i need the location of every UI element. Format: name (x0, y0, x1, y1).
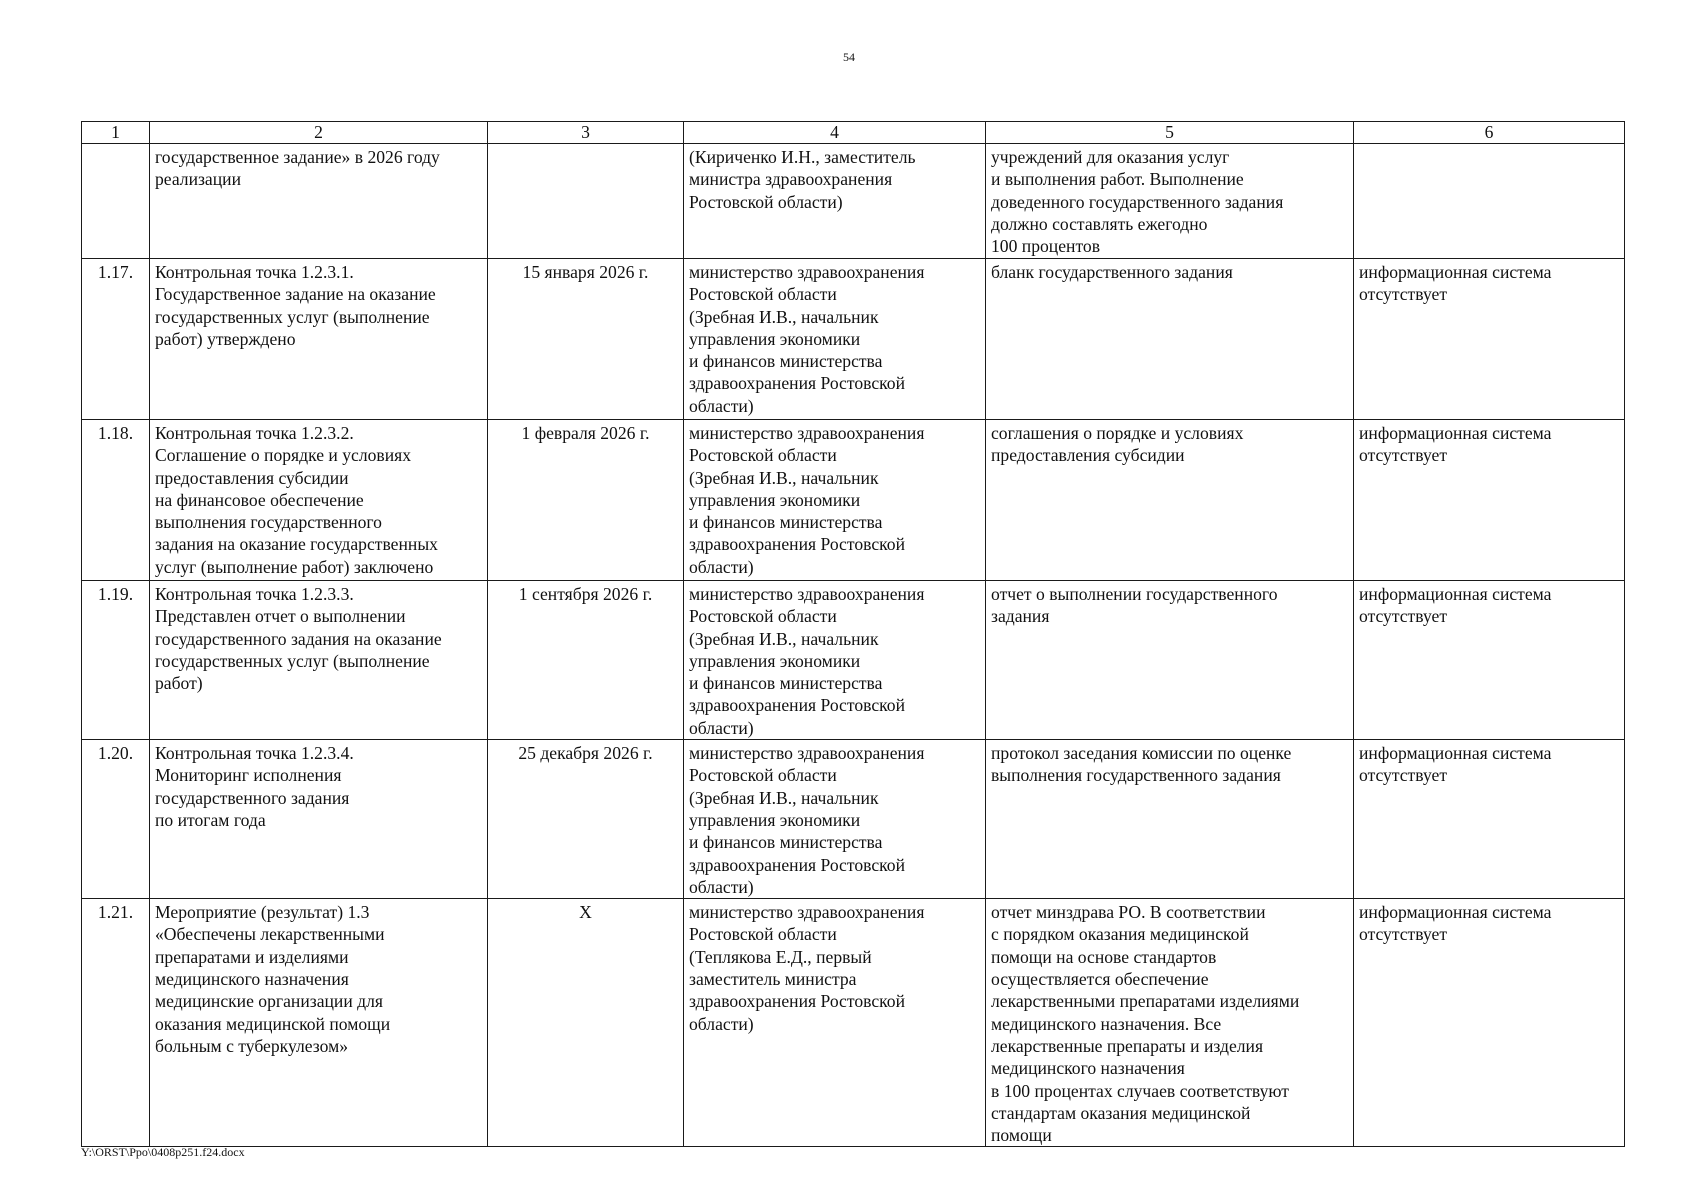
measure-name: Контрольная точка 1.2.3.2. Соглашение о порядке и условиях предоставления субсидии на финансовое обеспечение выполнения государственного задания на оказание государственных услуг (выполнение работ) заключено (150, 420, 488, 581)
confirming-document: соглашения о порядке и условиях предоставления субсидии (986, 420, 1354, 581)
header-col-6: 6 (1354, 122, 1625, 144)
header-col-2: 2 (150, 122, 488, 144)
table-row (82, 420, 1625, 581)
row-number: 1.20. (82, 740, 150, 899)
page-number: 54 (843, 50, 855, 64)
information-system (1354, 144, 1625, 259)
information-system: информационная система отсутствует (1354, 581, 1625, 740)
responsible: министерство здравоохранения Ростовской области (Зребная И.В., начальник управления экономики и финансов министерства здравоохранения Ростовской области) (684, 420, 986, 581)
responsible: министерство здравоохранения Ростовской области (Зребная И.В., начальник управления экономики и финансов министерства здравоохранения Ростовской области) (684, 581, 986, 740)
measure-name: государственное задание» в 2026 году реализации (150, 144, 488, 259)
table-row (82, 581, 1625, 740)
header-col-3: 3 (488, 122, 684, 144)
information-system: информационная система отсутствует (1354, 899, 1625, 1147)
deadline: 15 января 2026 г. (488, 259, 684, 420)
row-number: 1.18. (82, 420, 150, 581)
header-col-5: 5 (986, 122, 1354, 144)
confirming-document: бланк государственного задания (986, 259, 1354, 420)
table-row (82, 259, 1625, 420)
confirming-document: отчет минздрава РО. В соответствии с порядком оказания медицинской помощи на основе стандартов осуществляется обеспечение лекарственными препаратами изделиями медицинского назначения. Все лекарственные препараты и изделия медицинского назначения в 100 процентах случаев соответствуют стандартам оказания медицинской помощи (986, 899, 1354, 1147)
measure-name: Контрольная точка 1.2.3.4. Мониторинг исполнения государственного задания по итогам года (150, 740, 488, 899)
confirming-document: отчет о выполнении государственного задания (986, 581, 1354, 740)
row-number: 1.17. (82, 259, 150, 420)
table-row (82, 144, 1625, 259)
confirming-document: протокол заседания комиссии по оценке выполнения государственного задания (986, 740, 1354, 899)
deadline: 1 сентября 2026 г. (488, 581, 684, 740)
table-row (82, 740, 1625, 899)
information-system: информационная система отсутствует (1354, 420, 1625, 581)
measure-name: Мероприятие (результат) 1.3 «Обеспечены лекарственными препаратами и изделиями медицинского назначения медицинские организации для оказания медицинской помощи больным с туберкулезом» (150, 899, 488, 1147)
measures-table (81, 121, 1625, 1147)
responsible: министерство здравоохранения Ростовской области (Теплякова Е.Д., первый заместитель министра здравоохранения Ростовской области) (684, 899, 986, 1147)
file-path-footer: Y:\ORST\Ppo\0408p251.f24.docx (81, 1145, 245, 1159)
row-number (82, 144, 150, 259)
header-col-1: 1 (82, 122, 150, 144)
row-number: 1.21. (82, 899, 150, 1147)
information-system: информационная система отсутствует (1354, 259, 1625, 420)
responsible: (Кириченко И.Н., заместитель министра здравоохранения Ростовской области) (684, 144, 986, 259)
confirming-document: учреждений для оказания услуг и выполнения работ. Выполнение доведенного государственного задания должно составлять ежегодно 100 процентов (986, 144, 1354, 259)
table-row (82, 899, 1625, 1147)
measure-name: Контрольная точка 1.2.3.1. Государственное задание на оказание государственных услуг (выполнение работ) утверждено (150, 259, 488, 420)
measures-table-container (81, 121, 1624, 1147)
information-system: информационная система отсутствует (1354, 740, 1625, 899)
row-number: 1.19. (82, 581, 150, 740)
header-col-4: 4 (684, 122, 986, 144)
deadline: 1 февраля 2026 г. (488, 420, 684, 581)
deadline: Х (488, 899, 684, 1147)
deadline (488, 144, 684, 259)
deadline: 25 декабря 2026 г. (488, 740, 684, 899)
responsible: министерство здравоохранения Ростовской области (Зребная И.В., начальник управления экономики и финансов министерства здравоохранения Ростовской области) (684, 740, 986, 899)
measure-name: Контрольная точка 1.2.3.3. Представлен отчет о выполнении государственного задания на оказание государственных услуг (выполнение работ) (150, 581, 488, 740)
responsible: министерство здравоохранения Ростовской области (Зребная И.В., начальник управления экономики и финансов министерства здравоохранения Ростовской области) (684, 259, 986, 420)
header-row (82, 122, 1625, 144)
